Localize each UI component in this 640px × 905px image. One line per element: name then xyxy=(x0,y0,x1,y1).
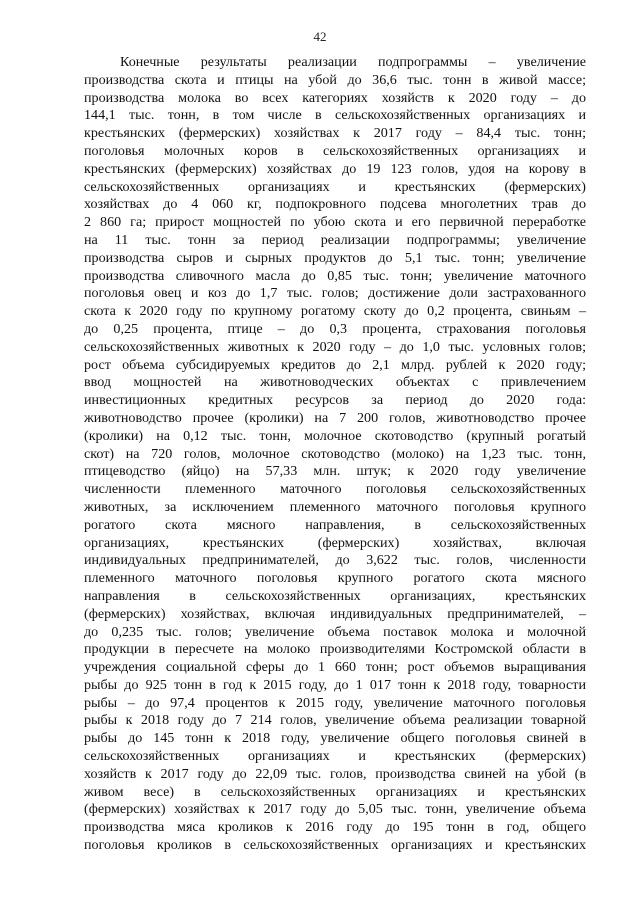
text-line: поголовья молочных коров в сельскохозяйственных организациях и xyxy=(84,142,586,159)
text-line: учреждения социальной сферы до 1 660 тонн; рост объемов выращивания xyxy=(84,659,586,676)
text-line: (кролики) на 0,12 тыс. тонн, молочное скотоводство (крупный рогатый xyxy=(84,427,586,444)
text-line: поголовья кроликов в сельскохозяйственных организациях и крестьянских xyxy=(84,837,586,854)
text-line: поголовья овец и коз до 1,7 тыс. голов; достижение доли застрахованного xyxy=(84,285,586,302)
text-line: крестьянских (фермерских) хозяйствах до 19 123 голов, удоя на корову в xyxy=(84,160,586,177)
text-line: инвестиционных кредитных ресурсов за период до 2020 года: xyxy=(84,392,586,409)
text-line: животных, за исключением племенного маточного поголовья крупного xyxy=(84,498,586,515)
text-line: рыбы – до 97,4 процентов к 2015 году, увеличение маточного поголовья xyxy=(84,694,586,711)
text-line: 144,1 тыс. тонн, в том числе в сельскохозяйственных организациях и xyxy=(84,107,586,124)
text-line: птицеводство (яйцо) на 57,33 млн. штук; к 2020 году увеличение xyxy=(84,463,586,480)
text-line: (фермерских) хозяйствах, включая индивидуальных предпринимателей, – xyxy=(84,605,586,622)
text-line: крестьянских (фермерских) хозяйствах к 2017 году – 84,4 тыс. тонн; xyxy=(84,125,586,142)
text-line: индивидуальных предпринимателей, до 3,622 тыс. голов, численности xyxy=(84,552,586,569)
text-line: 2 860 га; прирост мощностей по убою скота и его первичной переработке xyxy=(84,214,586,231)
text-line: сельскохозяйственных организациях и крестьянских (фермерских) xyxy=(84,748,586,765)
text-line: Конечные результаты реализации подпрограммы – увеличение xyxy=(120,54,586,70)
text-line: организациях, крестьянских (фермерских) хозяйствах, включая xyxy=(84,534,586,551)
page-number: 42 xyxy=(313,29,327,44)
text-line: направления в сельскохозяйственных организациях, крестьянских xyxy=(84,587,586,604)
text-line: численности племенного маточного поголовья сельскохозяйственных xyxy=(84,481,586,498)
body-paragraph xyxy=(84,54,586,855)
text-line: (фермерских) хозяйствах к 2017 году до 5,05 тыс. тонн, увеличение объема xyxy=(84,801,586,818)
text-line: хозяйствах до 4 060 кг, подпокровного подсева многолетних трав до xyxy=(84,196,586,213)
text-line: рогатого скота мясного направления, в сельскохозяйственных xyxy=(84,516,586,533)
text-line: сельскохозяйственных животных к 2020 году – до 1,0 тыс. условных голов; xyxy=(84,338,586,355)
text-line: рыбы до 145 тонн к 2018 году, увеличение общего поголовья свиней в xyxy=(84,730,586,747)
text-line: производства скота и птицы на убой до 36,6 тыс. тонн в живой массе; xyxy=(84,71,586,88)
text-line: сельскохозяйственных организациях и крестьянских (фермерских) xyxy=(84,178,586,195)
text-line: животноводство прочее (кролики) на 7 200 голов, животноводство прочее xyxy=(84,409,586,426)
text-line: рыбы до 925 тонн в год к 2015 году, до 1 017 тонн к 2018 году, товарности xyxy=(84,676,586,693)
text-line: племенного маточного поголовья крупного рогатого скота мясного xyxy=(84,570,586,587)
text-line: производства мяса кроликов к 2016 году до 195 тонн в год, общего xyxy=(84,819,586,836)
text-line: производства сливочного масла до 0,85 тыс. тонн; увеличение маточного xyxy=(84,267,586,284)
text-line: скота к 2020 году по крупному рогатому скоту до 0,2 процента, свиньям – xyxy=(84,303,586,320)
text-line: ввод мощностей на животноводческих объектах с привлечением xyxy=(84,374,586,391)
text-line: на 11 тыс. тонн за период реализации подпрограммы; увеличение xyxy=(84,231,586,248)
text-line: хозяйств к 2017 году до 22,09 тыс. голов, производства свиней на убой (в xyxy=(84,765,586,782)
text-line: рыбы к 2018 году до 7 214 голов, увеличение объема реализации товарной xyxy=(84,712,586,729)
text-line: скот) на 720 голов, молочное скотоводство (молоко) на 1,23 тыс. тонн, xyxy=(84,445,586,462)
text-line: рост объема субсидируемых кредитов до 2,1 млрд. рублей к 2020 году; xyxy=(84,356,586,373)
text-line: продукции в пересчете на молоко производителями Костромской области в xyxy=(84,641,586,658)
text-line: до 0,25 процента, птице – до 0,3 процента, страхования поголовья xyxy=(84,320,586,337)
text-line: производства сыров и сырных продуктов до 5,1 тыс. тонн; увеличение xyxy=(84,249,586,266)
text-line: производства молока во всех категориях хозяйств к 2020 году – до xyxy=(84,89,586,106)
text-line: живом весе) в сельскохозяйственных организациях и крестьянских xyxy=(84,783,586,800)
text-line: до 0,235 тыс. голов; увеличение объема поставок молока и молочной xyxy=(84,623,586,640)
